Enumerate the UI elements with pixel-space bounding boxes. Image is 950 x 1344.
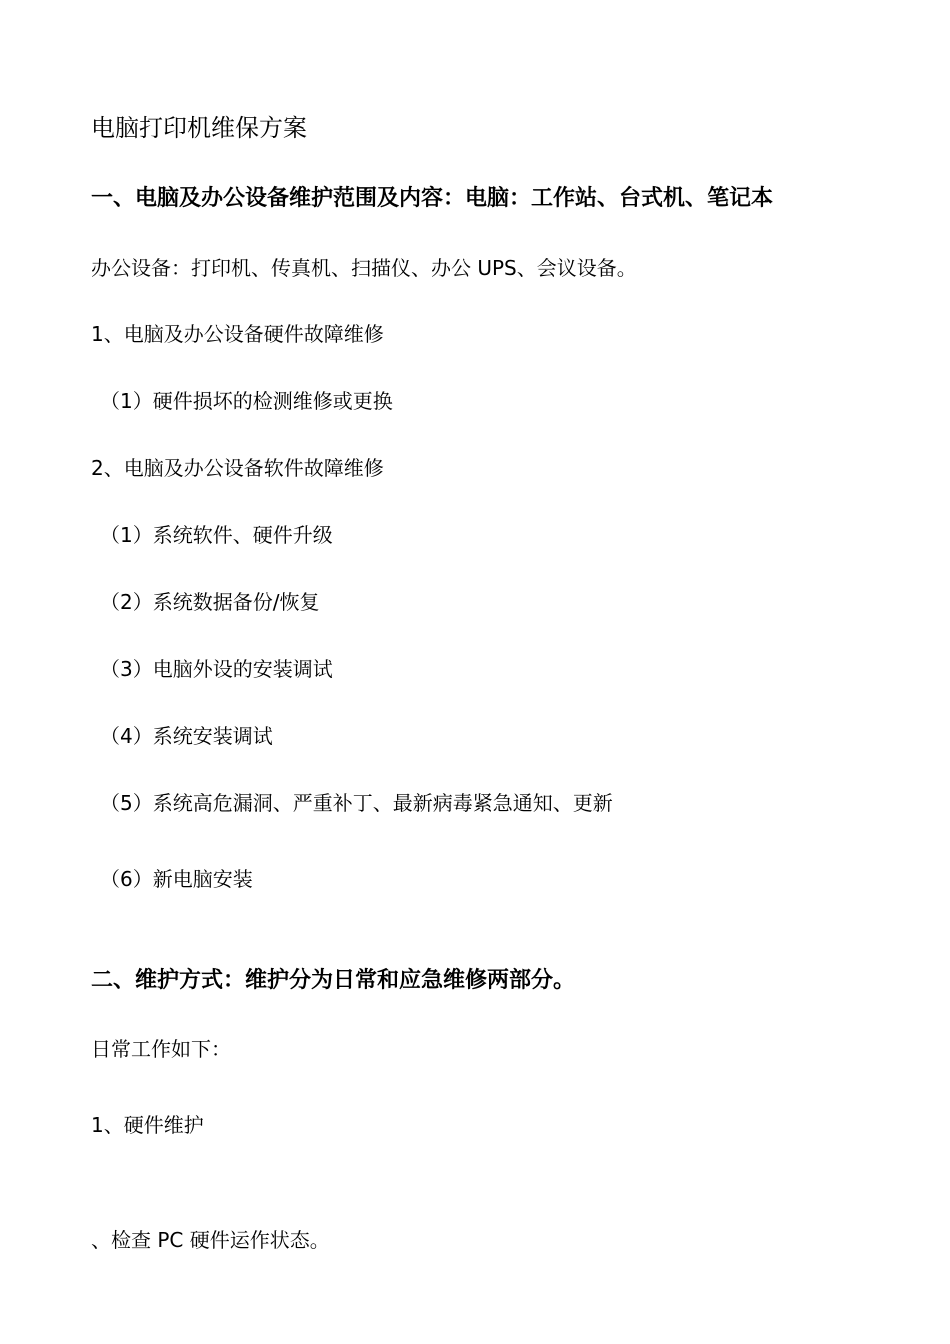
office-equipment-line: 办公设备：打印机、传真机、扫描仪、办公 UPS、会议设备。 [91,256,637,280]
item-2-sub-6: （6）新电脑安装 [100,867,253,891]
item-2-sub-5: （5）系统高危漏洞、严重补丁、最新病毒紧急通知、更新 [100,791,613,815]
section-1-heading: 一、电脑及办公设备维护范围及内容：电脑：工作站、台式机、笔记本 [91,186,774,211]
item-2-label: 2、电脑及办公设备软件故障维修 [91,456,384,480]
document-title: 电脑打印机维保方案 [91,114,307,142]
item-2-sub-1: （1）系统软件、硬件升级 [100,523,333,547]
item-2-sub-2: （2）系统数据备份/恢复 [100,590,320,614]
hardware-maintenance-line: 1、硬件维护 [91,1113,204,1137]
item-1-sub-1: （1）硬件损坏的检测维修或更换 [100,389,393,413]
check-pc-hardware-line: 、检查 PC 硬件运作状态。 [91,1228,330,1252]
item-1-label: 1、电脑及办公设备硬件故障维修 [91,322,384,346]
item-2-sub-4: （4）系统安装调试 [100,724,273,748]
item-2-sub-3: （3）电脑外设的安装调试 [100,657,333,681]
daily-work-line: 日常工作如下： [91,1037,231,1061]
section-2-heading: 二、维护方式：维护分为日常和应急维修两部分。 [91,968,576,993]
